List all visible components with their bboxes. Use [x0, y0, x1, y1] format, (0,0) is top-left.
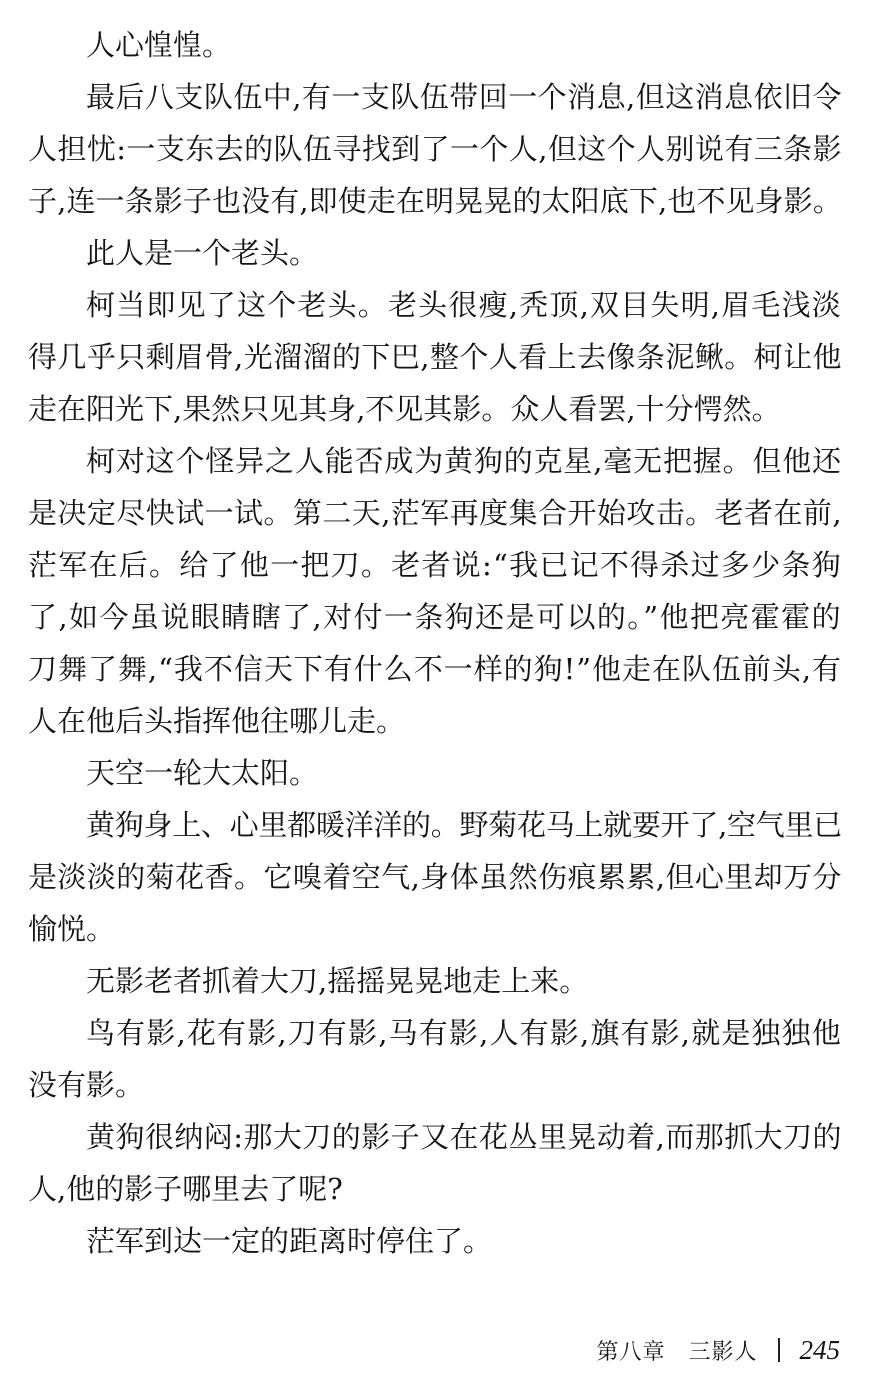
text-line: 是淡淡的菊花香。它嗅着空气,身体虽然伤痕累累,但心里却万分: [28, 860, 842, 894]
text-line: 茫军在后。给了他一把刀。老者说:“我已记不得杀过多少条狗: [28, 548, 842, 582]
text-line: 走在阳光下,果然只见其身,不见其影。众人看罢,十分愕然。: [28, 392, 781, 426]
text-line: 人,他的影子哪里去了呢?: [28, 1172, 343, 1206]
text-line: 茫军到达一定的距离时停住了。: [86, 1224, 493, 1258]
text-line: 黄狗很纳闷:那大刀的影子又在花丛里晃动着,而那抓大刀的: [86, 1120, 842, 1154]
page-footer: [596, 1330, 840, 1370]
text-line: 无影老者抓着大刀,摇摇晃晃地走上来。: [86, 964, 589, 998]
text-line: 愉悦。: [28, 912, 116, 946]
page-number: 245: [799, 1334, 840, 1365]
text-line: 柯对这个怪异之人能否成为黄狗的克星,毫无把握。但他还: [86, 444, 842, 478]
text-line: 是决定尽快试一试。第二天,茫军再度集合开始攻击。老者在前,: [28, 496, 842, 530]
chapter-title: 第八章 三影人: [596, 1339, 758, 1365]
text-line: 最后八支队伍中,有一支队伍带回一个消息,但这消息依旧令: [86, 80, 842, 114]
text-line: 得几乎只剩眉骨,光溜溜的下巴,整个人看上去像条泥鳅。柯让他: [28, 340, 842, 374]
text-line: 刀舞了舞,“我不信天下有什么不一样的狗!”他走在队伍前头,有: [28, 652, 842, 686]
text-line: 鸟有影,花有影,刀有影,马有影,人有影,旗有影,就是独独他: [86, 1016, 842, 1050]
footer-divider: [778, 1338, 780, 1362]
text-line: 子,连一条影子也没有,即使走在明晃晃的太阳底下,也不见身影。: [28, 184, 842, 218]
text-line: 人心惶惶。: [86, 28, 232, 62]
text-line: 没有影。: [28, 1068, 145, 1102]
text-line: 此人是一个老头。: [86, 236, 319, 270]
text-line: 柯当即见了这个老头。老头很瘦,秃顶,双目失明,眉毛浅淡: [86, 288, 842, 322]
page-body: [28, 19, 843, 1267]
text-line: 黄狗身上、心里都暖洋洋的。野菊花马上就要开了,空气里已: [86, 808, 842, 842]
text-line: 了,如今虽说眼睛瞎了,对付一条狗还是可以的。”他把亮霍霍的: [28, 600, 842, 634]
text-line: 天空一轮大太阳。: [86, 756, 319, 790]
text-line: 人担忧:一支东去的队伍寻找到了一个人,但这个人别说有三条影: [28, 132, 842, 166]
text-line: 人在他后头指挥他往哪儿走。: [28, 704, 406, 738]
